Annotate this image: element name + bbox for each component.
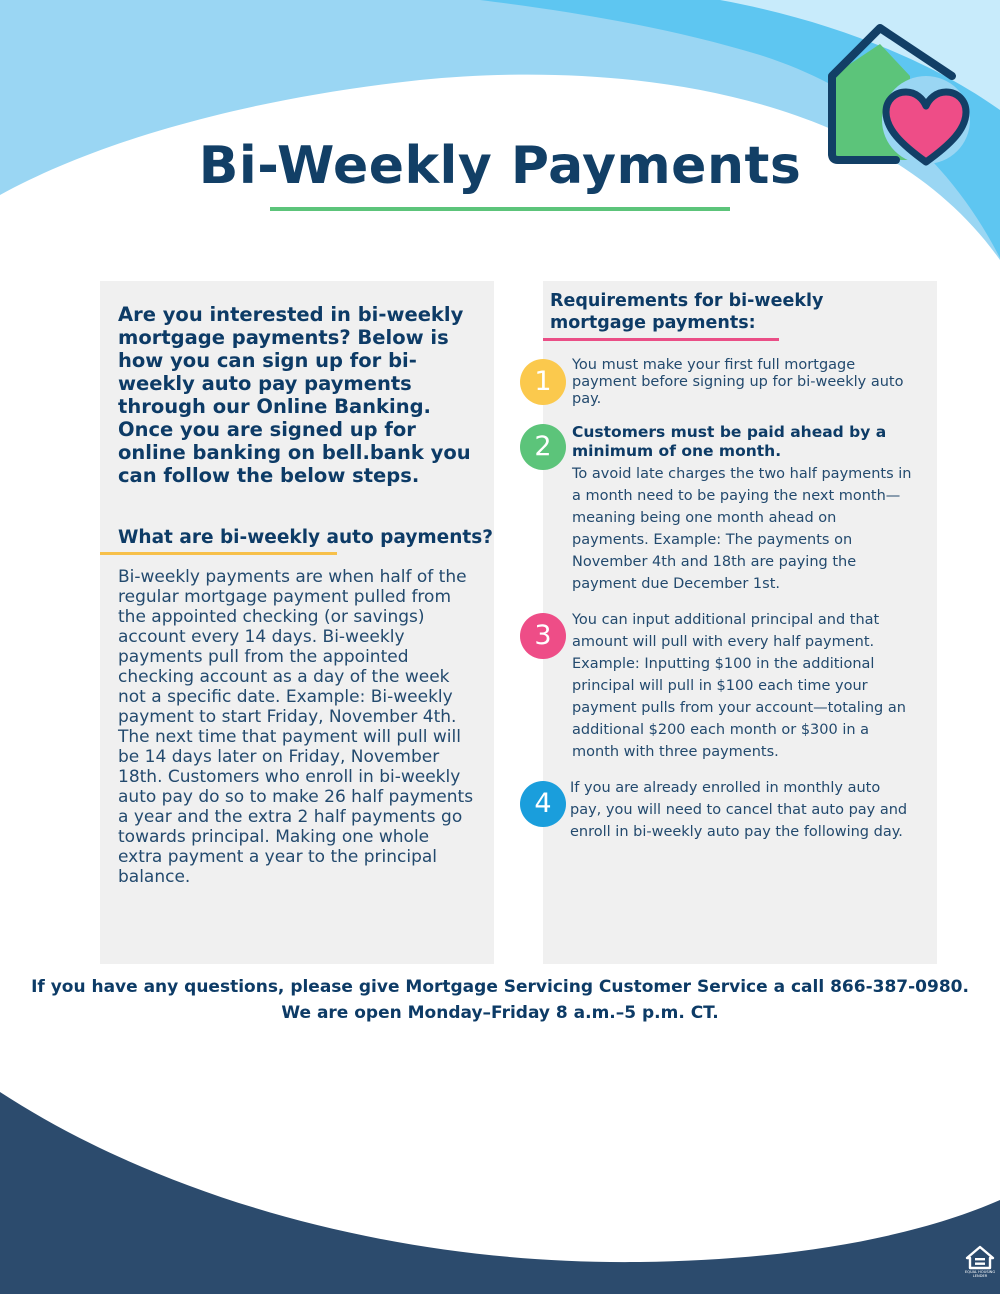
svg-text:LENDER: LENDER xyxy=(972,1274,988,1278)
equal-housing-lender-icon xyxy=(964,1244,996,1278)
footer-contact: If you have any questions, please give Mortgage Servicing Customer Service a call 866-387-0980. xyxy=(31,977,969,997)
step-number-2: 2 xyxy=(520,424,566,470)
intro-text: Are you interested in bi-weekly mortgage payments? Below is how you can sign up for bi-weekly auto pay payments through our Online Banking. Once you are signed up for online banking on bell.bank you can follow the below steps. xyxy=(118,303,471,487)
what-body: Bi-weekly payments are when half of the regular mortgage payment pulled from the appointed checking (or savings) account every 14 days. Bi-weekly payments pull from the appointed checking account as a day of the week not a specific date. Example: Bi-weekly payment to start Friday, November 4th. The next time that payment will pull will be 14 days later on Friday, November 18th. Customers who enroll in bi-weekly auto pay do so to make 26 half payments a year and the extra 2 half payments go towards principal. Making one whole extra payment a year to the principal balance. xyxy=(118,567,474,887)
what-heading: What are bi-weekly auto payments? xyxy=(118,527,493,548)
title-underline xyxy=(270,207,730,211)
bottom-wave xyxy=(0,1092,1000,1294)
step-2-text: To avoid late charges the two half payments in a month need to be paying the next month—meaning being one month ahead on payments. Example: The payments on November 4th and 18th are paying the payment due December 1st. xyxy=(572,466,912,592)
what-heading-underline xyxy=(100,552,337,555)
footer-hours: We are open Monday–Friday 8 a.m.–5 p.m. CT. xyxy=(281,1003,719,1023)
requirements-heading: Requirements for bi-weekly mortgage payments: xyxy=(550,291,824,333)
step-number-3: 3 xyxy=(520,613,566,659)
intro-panel xyxy=(100,281,494,964)
requirements-underline xyxy=(543,338,779,341)
page-title: Bi-Weekly Payments xyxy=(198,136,802,196)
step-number-1: 1 xyxy=(520,359,566,405)
step-2-heading: Customers must be paid ahead by a minimum of one month. xyxy=(572,423,887,460)
step-4-text: If you are already enrolled in monthly auto pay, you will need to cancel that auto pay and enroll in bi-weekly auto pay the following day. xyxy=(570,780,908,840)
step-1-text: You must make your first full mortgage payment before signing up for bi-weekly auto pay. xyxy=(572,357,904,407)
step-3-text: You can input additional principal and that amount will pull with every half payment. Example: Inputting $100 in the additional principal will pull in $100 each time your payment pulls from your account—totaling an additional $200 each month or $300 in a month with three payments. xyxy=(572,612,906,760)
requirements-panel xyxy=(534,281,937,964)
svg-text:EQUAL HOUSING: EQUAL HOUSING xyxy=(964,1270,996,1274)
step-number-4: 4 xyxy=(520,781,566,827)
